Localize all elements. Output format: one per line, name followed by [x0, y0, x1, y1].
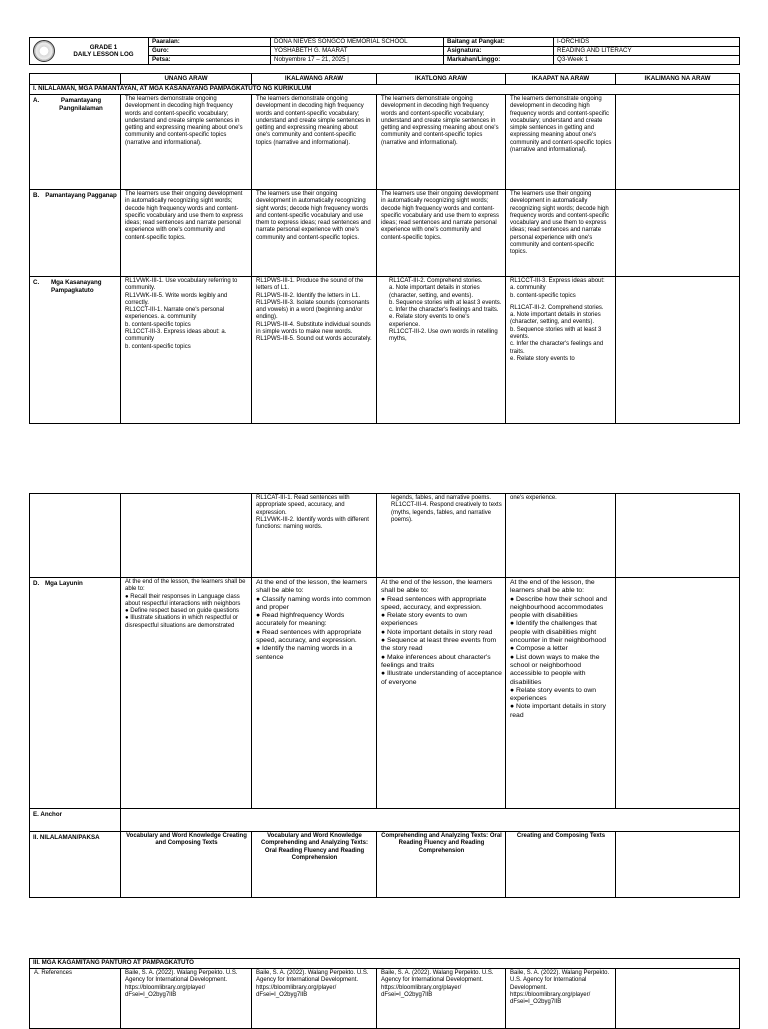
quarter-week-label: Markahan/Linggo:: [444, 56, 554, 65]
school-label: Paaralan:: [149, 38, 271, 47]
doc-title: DAILY LESSON LOG: [73, 51, 134, 58]
row-a-day1: The learners demonstrate ongoing development in decoding high frequency words and content-specific vocabulary; understand and create simple sentences in getting and expressing meaning about one's community and content-specific topics (narrative and informational).: [121, 95, 252, 190]
corner-cell: [30, 74, 121, 85]
row-d-day4: At the end of the lesson, the learners shall be able to: ● Describe how their school and neighbourhood accommodates people with disabilities ● Identify the challenges that people with disabilities might encounter in their neighborhood ● Compose a letter ● List down ways to make the school or neighborhood accessible to people with disabilities ● Relate story events to own experiences ● Note important details in story read: [506, 578, 616, 809]
quarter-week-value: Q3-Week 1: [554, 56, 740, 65]
row-c-day1: RL1VWK-III-1. Use vocabulary referring to community. RL1VWK-III-5. Write words legibly and correctly. RL1CCT-III-1. Narrate one's personal experiences. a. community b. content-specific topics RL1CCT-III-3. Express ideas about: a. community b. content-specific topics: [121, 277, 252, 424]
row-c-cont-label: [30, 494, 121, 578]
row-b-day2: The learners use their ongoing development in automatically recognizing sight words; decode high frequency words and content-specific vocabulary and use them to express ideas; read sentences and narrate personal experience with one's community and content-specific topics.: [252, 190, 377, 277]
lesson-log-table-continued: [29, 493, 740, 898]
header-brand: [30, 38, 149, 65]
row-b-day1: The learners use their ongoing development in automatically recognizing sight words; decode high frequency words and content-specific vocabulary and use them to express ideas; read sentences and narrate personal experience with one's community and content-specific topics.: [121, 190, 252, 277]
row-c-cont-day4: one's experience.: [506, 494, 616, 578]
row-d-day2: At the end of the lesson, the learners shall be able to: ● Classify naming words into common and proper ● Read highfrequency Words accurately for meaning: ● Read sentences with appropriate speed, accuracy, and expression. ● Identify the naming words in a sentence: [252, 578, 377, 809]
col-day-5: IKALIMANG NA ARAW: [616, 74, 740, 85]
section-2-day1: Vocabulary and Word Knowledge Creating and Composing Texts: [121, 832, 252, 898]
row-b-day3: The learners use their ongoing development in automatically recognizing sight words; decode high frequency words and content-specific vocabulary and use them to express ideas; read sentences and narrate personal experience with one's community and content-specific topics.: [377, 190, 506, 277]
row-b-day5: [616, 190, 740, 277]
school-value: DOÑA NIEVES SONGCO MEMORIAL SCHOOL: [271, 38, 444, 47]
section-1-title: I. NILALAMAN, MGA PAMANTAYAN, AT MGA KASANAYANG PAMPAGKATUTO NG KURIKULUM: [30, 85, 740, 95]
page-3: [0, 958, 768, 1029]
row-c-day5: [616, 277, 740, 424]
page-2: [0, 493, 768, 898]
section-2-day4: Creating and Composing Texts: [506, 832, 616, 898]
references-day3: Baile, S. A. (2022). Walang Perpekto. U.S. Agency for International Development. https://bloomlibrary.org/player/ dFsei=I_O2byg7lIB: [377, 969, 506, 1029]
grade-label: GRADE 1: [89, 43, 118, 51]
col-day-2: IKALAWANG ARAW: [252, 74, 377, 85]
row-d-day1: At the end of the lesson, the learners shall be able to: ● Recall their responses in Language class about respectful interactions with neighbors ● Define respect based on guide questions ● Illustrate situations in which respectful or disrespectful situations are demonstrated: [121, 578, 252, 809]
section-2-label: II. NILALAMAN/PAKSA: [30, 832, 121, 898]
lesson-log-table: [29, 73, 740, 424]
section-2-day2: Vocabulary and Word Knowledge Comprehending and Analyzing Texts: Oral Reading Fluency and Reading Comprehension: [252, 832, 377, 898]
subject-value: READING AND LITERACY: [554, 47, 740, 56]
row-a-day2: The learners demonstrate ongoing development in decoding high frequency words and content-specific vocabulary; understand and create simple sentences in getting and expressing meaning about one's community and content-specific topics (narrative and informational).: [252, 95, 377, 190]
col-day-3: IKATLONG ARAW: [377, 74, 506, 85]
col-day-4: IKAAPAT NA ARAW: [506, 74, 616, 85]
grade-section-value: I-ORCHIDS: [554, 38, 740, 47]
row-c-cont-day5: [616, 494, 740, 578]
row-d-label: D. Mga Layunin: [30, 578, 121, 809]
subject-label: Asignatura:: [444, 47, 554, 56]
date-label: Petsa:: [149, 56, 271, 65]
row-a-day4: The learners demonstrate ongoing development in decoding high frequency words and content-specific vocabulary; understand and create simple sentences in getting and expressing meaning about one's community and content-specific topics (narrative and informational).: [506, 95, 616, 190]
grade-section-label: Baitang at Pangkat:: [444, 38, 554, 47]
row-d-day5: [616, 578, 740, 809]
header-table: [29, 37, 740, 65]
row-c-cont-day1: [121, 494, 252, 578]
row-e-content: [121, 809, 740, 832]
row-c-day4: RL1CCT-III-3. Express ideas about: a. community b. content-specific topics RL1CAT-III-2. Comprehend stories. a. Note important details in stories (character, setting, and events). b. Sequence stories with at least 3 events. c. Infer the character's feelings and traits. e. Relate story events to: [506, 277, 616, 424]
deped-seal-icon: [33, 40, 55, 62]
section-3-title: III. MGA KAGAMITANG PANTURO AT PAMPAGKATUTO: [30, 959, 740, 969]
row-d-day3: At the end of the lesson, the learners shall be able to: ● Read sentences with appropriate speed, accuracy, and expression. ● Relate story events to own experiences ● Note important details in story read ● Sequence at least three events from the story read ● Make inferences about character's feelings and traits ● Illustrate understanding of acceptance of everyone: [377, 578, 506, 809]
references-day1: Baile, S. A. (2022). Walang Perpekto. U.S. Agency for International Development. https://bloomlibrary.org/player/ dFsei=I_O2byg7lIB: [121, 969, 252, 1029]
row-a-day3: The learners demonstrate ongoing development in decoding high frequency words and content-specific vocabulary; understand and create simple sentences in getting and expressing meaning about one's community and content-specific topics (narrative and informational).: [377, 95, 506, 190]
row-c-day3: RL1CAT-III-2. Comprehend stories. a. Note important details in stories (character, setting, and events). b. Sequence stories with at least 3 events. c. Infer the character's feelings and traits. e. Relate story events to one's experience. RL1CCT-III-2. Use own words in retelling myths,: [377, 277, 506, 424]
teacher-value: YOSHABETH G. MAARAT: [271, 47, 444, 56]
row-c-cont-day3: legends, fables, and narrative poems. RL1CCT-III-4. Respond creatively to texts (myths, legends, fables, and narrative poems).: [377, 494, 506, 578]
row-c-cont-day2: RL1CAT-III-1. Read sentences with appropriate speed, accuracy, and expression. RL1VWK-III-2. Identify words with different functions: naming words.: [252, 494, 377, 578]
date-value: Nobyembre 17 – 21, 2025 |: [271, 56, 444, 65]
section-2-day3: Comprehending and Analyzing Texts: Oral Reading Fluency and Reading Comprehension: [377, 832, 506, 898]
row-c-label: C. Mga Kasanayang Pampagkatuto: [30, 277, 121, 424]
row-e-label: E. Anchor: [30, 809, 121, 832]
references-day2: Baile, S. A. (2022). Walang Perpekto. U.S. Agency for International Development. https://bloomlibrary.org/player/ dFsei=I_O2byg7lIB: [252, 969, 377, 1029]
materials-table: [29, 958, 740, 1029]
teacher-label: Guro:: [149, 47, 271, 56]
page-1: [0, 37, 768, 424]
row-b-label: B. Pamantayang Pagganap: [30, 190, 121, 277]
row-a-label: A. Pamantayang Pangnilalaman: [30, 95, 121, 190]
section-2-day5: [616, 832, 740, 898]
col-day-1: UNANG ARAW: [121, 74, 252, 85]
row-b-day4: The learners use their ongoing development in automatically recognizing sight words; decode high frequency words and content-specific vocabulary and use them to express ideas; read sentences and narrate personal experience with one's community and content-specific topics.: [506, 190, 616, 277]
row-a-day5: [616, 95, 740, 190]
references-day4: Baile, S. A. (2022). Walang Perpekto. U.S. Agency for International Development. https://bloomlibrary.org/player/ dFsei=I_O2byg7lIB: [506, 969, 616, 1029]
row-c-day2: RL1PWS-III-1. Produce the sound of the letters of L1. RL1PWS-III-2. Identify the letters in L1. RL1PWS-III-3. Isolate sounds (consonants and vowels) in a word (beginning and/or ending). RL1PWS-III-4. Substitute individual sounds in simple words to make new words. RL1PWS-III-5. Sound out words accurately.: [252, 277, 377, 424]
references-day5: [616, 969, 740, 1029]
references-label: A. References: [30, 969, 121, 1029]
